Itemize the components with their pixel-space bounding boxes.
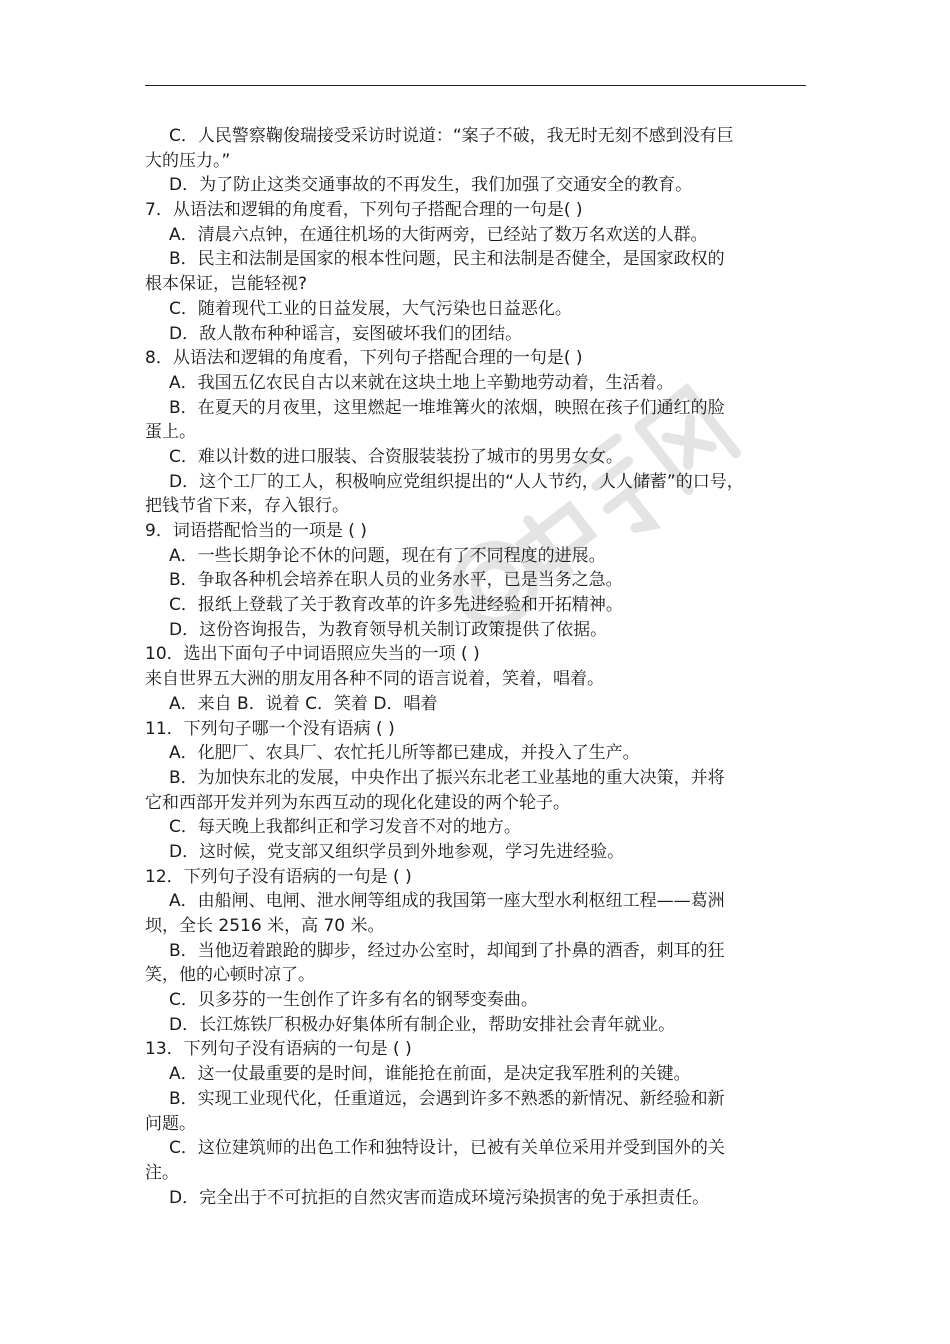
- text-line: 坝，全长 2516 米，高 70 米。: [145, 916, 385, 936]
- text-line: C．难以计数的进口服装、合资服装装扮了城市的男男女女。: [169, 446, 623, 467]
- text-line: B．当他迈着踉跄的脚步，经过办公室时，却闻到了扑鼻的酒香，刺耳的狂: [169, 940, 725, 961]
- text-line: 根本保证，岂能轻视?: [145, 274, 308, 295]
- text-line: A．来自 B．说着 C．笑着 D．唱着: [169, 693, 438, 714]
- text-line: 蛋上。: [145, 422, 196, 443]
- text-line: 13．下列句子没有语病的一句是 ( ): [145, 1039, 412, 1060]
- text-line: 注。: [145, 1162, 179, 1183]
- text-line: D．敌人散布种种谣言，妄图破坏我们的团结。: [169, 323, 523, 344]
- text-line: C．每天晚上我都纠正和学习发音不对的地方。: [169, 817, 521, 838]
- text-line: C．人民警察鞠俊瑞接受采访时说道：“案子不破，我无时无刻不感到没有巨: [169, 126, 734, 146]
- text-line: C．这位建筑师的出色工作和独特设计，已被有关单位采用并受到国外的关: [169, 1138, 725, 1159]
- header-rule: [145, 85, 806, 86]
- text-line: 12．下列句子没有语病的一句是 ( ): [145, 866, 412, 887]
- text-line: 大的压力。”: [145, 150, 231, 171]
- text-line: B．民主和法制是国家的根本性问题，民主和法制是否健全，是国家政权的: [169, 249, 725, 270]
- text-line: 笑，他的心顿时凉了。: [145, 965, 315, 986]
- text-line: 来自世界五大洲的朋友用各种不同的语言说着，笑着，唱着。: [145, 669, 604, 690]
- text-line: B．在夏天的月夜里，这里燃起一堆堆篝火的浓烟，映照在孩子们通红的脸: [169, 397, 725, 418]
- text-line: A．清晨六点钟，在通往机场的大街两旁，已经站了数万名欢送的人群。: [169, 224, 708, 245]
- text-line: 把钱节省下来，存入银行。: [145, 496, 349, 517]
- text-line: B．实现工业现代化，任重道远，会遇到许多不熟悉的新情况、新经验和新: [169, 1088, 725, 1109]
- text-line: B．争取各种机会培养在职人员的业务水平，已是当务之急。: [169, 570, 623, 591]
- text-line: D．完全出于不可抗拒的自然灾害而造成环境污染损害的免于承担责任。: [169, 1187, 710, 1208]
- text-line: D．长江炼铁厂积极办好集体所有制企业，帮助安排社会青年就业。: [169, 1014, 676, 1035]
- text-line: D．这个工厂的工人，积极响应党组织提出的“人人节约，人人储蓄”的口号，: [169, 471, 744, 492]
- text-line: 7．从语法和逻辑的角度看，下列句子搭配合理的一句是( ): [145, 200, 583, 221]
- text-line: D．这份咨询报告，为教育领导机关制订政策提供了依据。: [169, 619, 608, 640]
- text-line: D．为了防止这类交通事故的不再发生，我们加强了交通安全的教育。: [169, 175, 693, 196]
- text-line: 9．词语搭配恰当的一项是 ( ): [145, 521, 367, 541]
- text-line: 它和西部开发并列为东西互动的现化化建设的两个轮子。: [145, 792, 570, 813]
- text-line: D．这时候，党支部又组织学员到外地参观，学习先进经验。: [169, 841, 625, 862]
- text-line: C．贝多芬的一生创作了许多有名的钢琴变奏曲。: [169, 990, 538, 1011]
- text-line: 11．下列句子哪一个没有语病 ( ): [145, 718, 395, 739]
- text-line: 8．从语法和逻辑的角度看，下列句子搭配合理的一句是( ): [145, 348, 583, 369]
- text-line: A．我国五亿农民自古以来就在这块土地上辛勤地劳动着，生活着。: [169, 372, 674, 393]
- text-line: A．化肥厂、农具厂、农忙托儿所等都已建成，并投入了生产。: [169, 743, 640, 764]
- text-line: A．由船闸、电闸、泄水闸等组成的我国第一座大型水利枢纽工程——葛洲: [169, 891, 725, 912]
- text-line: B．为加快东北的发展，中央作出了振兴东北老工业基地的重大决策，并将: [169, 767, 725, 788]
- text-line: A．这一仗最重要的是时间，谁能抢在前面，是决定我军胜利的关键。: [169, 1064, 691, 1085]
- question-text-body: [145, 124, 808, 1210]
- text-line: A．一些长期争论不休的问题，现在有了不同程度的进展。: [169, 545, 606, 566]
- text-line: 问题。: [145, 1113, 196, 1134]
- text-line: C．随着现代工业的日益发展，大气污染也日益恶化。: [169, 298, 572, 319]
- text-line: 10．选出下面句子中词语照应失当的一项 ( ): [145, 644, 480, 665]
- text-line: C．报纸上登载了关于教育改革的许多先进经验和开拓精神。: [169, 595, 623, 616]
